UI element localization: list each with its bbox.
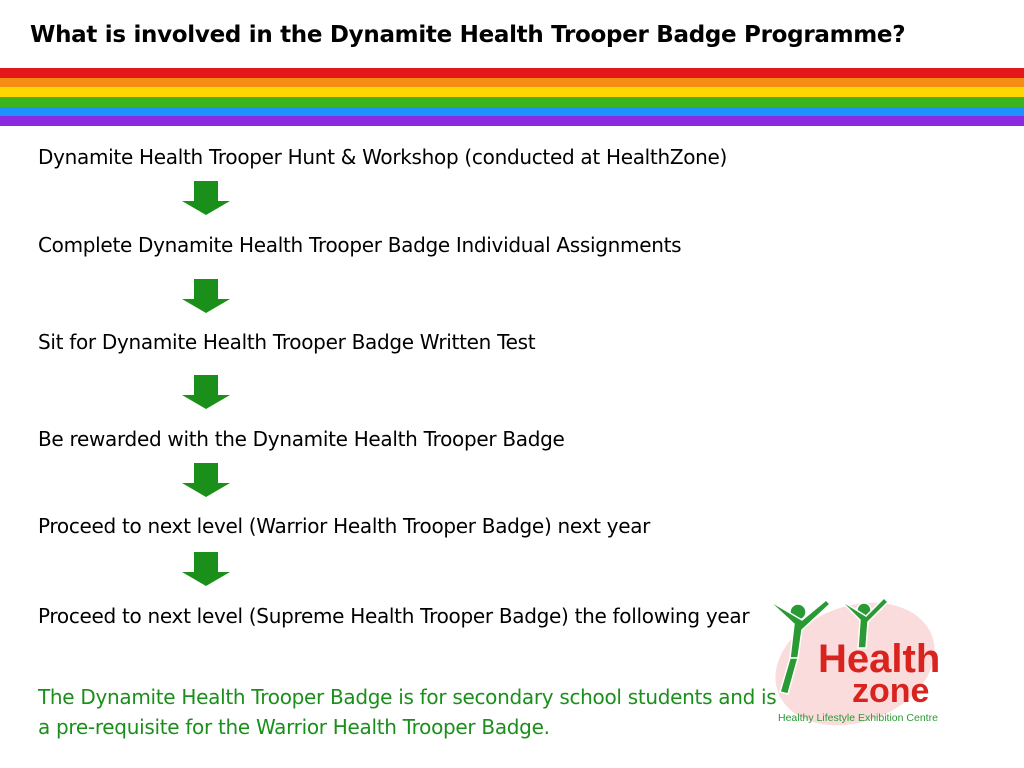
rainbow-band-red xyxy=(0,68,1024,78)
rainbow-band-orange xyxy=(0,78,1024,88)
badge-note: The Dynamite Health Trooper Badge is for secondary school students and is a pre-requisite for the Warrior Health Trooper Badge. xyxy=(38,685,777,739)
svg-text:Health: Health xyxy=(818,637,941,681)
step-2: Complete Dynamite Health Trooper Badge Individual Assignments xyxy=(38,233,682,257)
step-1: Dynamite Health Trooper Hunt & Workshop (conducted at HealthZone) xyxy=(38,145,728,169)
svg-text:zone: zone xyxy=(852,672,930,710)
step-4: Be rewarded with the Dynamite Health Trooper Badge xyxy=(38,427,565,451)
page-title: What is involved in the Dynamite Health Trooper Badge Programme? xyxy=(30,22,906,48)
rainbow-band-purple xyxy=(0,116,1024,126)
rainbow-band-blue xyxy=(0,107,1024,117)
step-3: Sit for Dynamite Health Trooper Badge Written Test xyxy=(38,330,536,354)
step-5: Proceed to next level (Warrior Health Trooper Badge) next year xyxy=(38,514,651,538)
down-arrow-icon xyxy=(182,552,230,586)
down-arrow-icon xyxy=(182,375,230,409)
rainbow-band-green xyxy=(0,97,1024,107)
down-arrow-icon xyxy=(182,463,230,497)
down-arrow-icon xyxy=(182,181,230,215)
rainbow-divider xyxy=(0,68,1024,126)
rainbow-band-yellow xyxy=(0,87,1024,97)
step-6: Proceed to next level (Supreme Health Trooper Badge) the following year xyxy=(38,604,750,628)
healthzone-logo xyxy=(760,596,960,736)
svg-text:Healthy Lifestyle Exhibition C: Healthy Lifestyle Exhibition Centre xyxy=(778,712,938,724)
down-arrow-icon xyxy=(182,279,230,313)
